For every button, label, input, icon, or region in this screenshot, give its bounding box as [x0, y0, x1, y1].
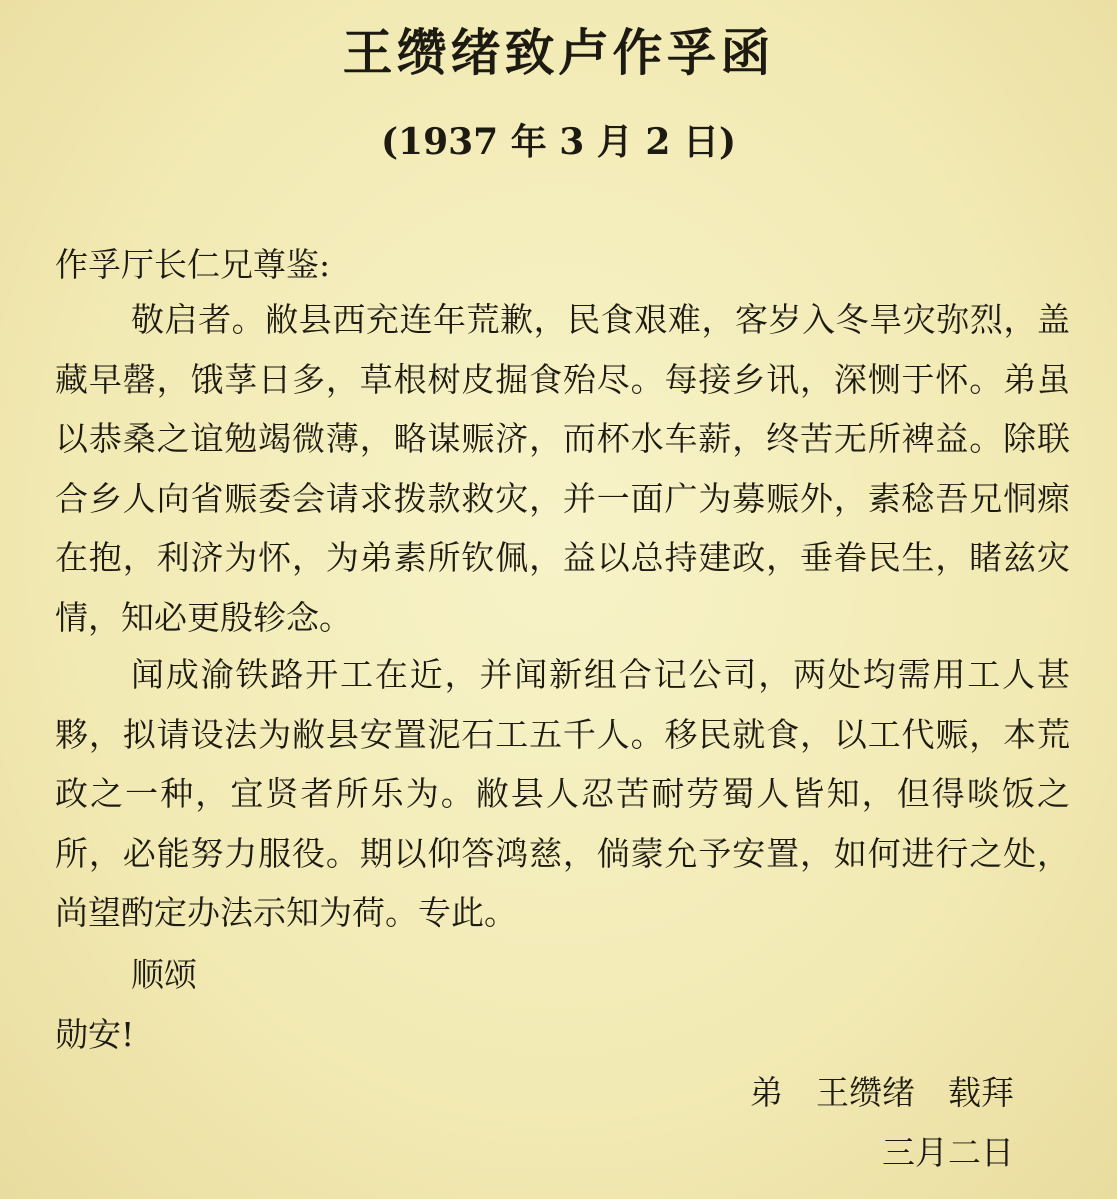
salutation: 作孚厅长仁兄尊鉴: — [55, 245, 331, 284]
closing-phrase: 顺颂 — [131, 955, 197, 994]
body-paragraph: 敬启者。敝县西充连年荒歉，民食艰难，客岁入冬旱灾弥烈，盖藏早罄，饿莩日多，草根树皮掘食殆尽。每接乡讯，深恻于怀。弟虽以恭桑之谊勉竭微薄，略谋赈济，而杯水车薪，终苦无所裨益。除联合乡人向省赈委会请求拨款救灾，并一面广为募赈外，素稔吾兄恫瘝在抱，利济为怀，为弟素所钦佩，益以总持建政，垂眷民生，睹兹灾情，知必更殷轸念。 — [55, 300, 1070, 637]
letter-title: 王缵绪致卢作孚函 — [342, 23, 775, 82]
letter-date: (1937 年 3 月 2 日) — [380, 121, 737, 163]
body-paragraph: 闻成渝铁路开工在近，并闻新组合记公司，两处均需用工人甚夥，拟请设法为敝县安置泥石工五千人。移民就食，以工代赈，本荒政之一种，宜贤者所乐为。敝县人忍苦耐劳蜀人皆知，但得啖饭之所，必能努力服役。期以仰答鸿慈，倘蒙允予安置，如何进行之处，尚望酌定办法示知为荷。专此。 — [55, 655, 1070, 932]
closing-greeting: 勋安! — [55, 1015, 135, 1054]
signature: 弟 王缵绪 载拜 — [750, 1073, 1014, 1112]
signature-date: 三月二日 — [882, 1133, 1014, 1172]
